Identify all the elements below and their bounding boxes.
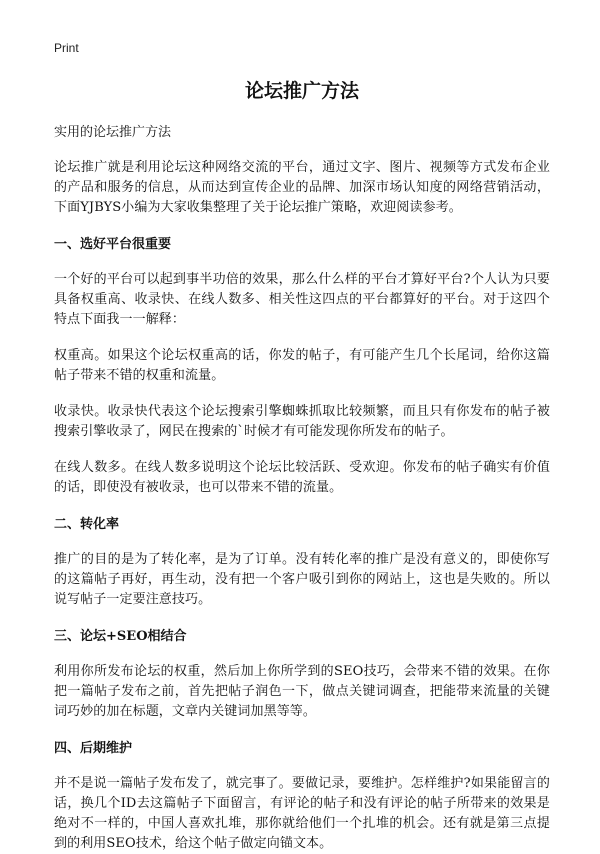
section-paragraph: 收录快。收录快代表这个论坛搜索引擎蜘蛛抓取比较频繁，而且只有你发布的帖子被搜索引擎收录了，网民在搜索的`时候才有可能发现你所发布的帖子。 (54, 404, 550, 439)
section-seo (54, 628, 550, 722)
section-heading: 四、后期维护 (54, 741, 133, 756)
section-paragraph: 一个好的平台可以起到事半功倍的效果，那么什么样的平台才算好平台?个人认为只要具备权重高、收录快、在线人数多、相关性这四点的平台都算好的平台。对于这四个特点下面我一一解释： (54, 272, 550, 327)
intro-paragraph: 论坛推广就是利用论坛这种网络交流的平台，通过文字、图片、视频等方式发布企业的产品和服务的信息，从而达到宣传企业的品牌、加深市场认知度的网络营销活动，下面YJBYS小编为大家收集整理了关于论坛推广策略，欢迎阅读参考。 (54, 160, 550, 215)
section-maintenance (54, 740, 550, 854)
section-heading: 二、转化率 (54, 517, 120, 532)
section-conversion (54, 516, 550, 610)
section-paragraph: 推广的目的是为了转化率，是为了订单。没有转化率的推广是没有意义的，即使你写的这篇帖子再好，再生动，没有把一个客户吸引到你的网站上，这也是失败的。所以说写帖子一定要注意技巧。 (54, 552, 550, 607)
section-paragraph: 在线人数多。在线人数多说明这个论坛比较活跃、受欢迎。你发布的帖子确实有价值的话，即使没有被收录，也可以带来不错的流量。 (54, 460, 550, 495)
section-heading: 三、论坛+SEO相结合 (54, 629, 187, 644)
section-paragraph: 并不是说一篇帖子发布发了，就完事了。要做记录，要维护。怎样维护?如果能留言的话，换几个ID去这篇帖子下面留言，有评论的帖子和没有评论的帖子所带来的效果是绝对不一样的，中国人喜欢扎堆，那你就给他们一个扎堆的机会。还有就是第三点提到的利用SEO技术，给这个帖子做定向锚文本。 (54, 776, 550, 851)
print-link[interactable]: Print (54, 41, 79, 55)
section-heading: 一、选好平台很重要 (54, 237, 172, 252)
article-title: 论坛推广方法 (244, 80, 359, 102)
section-platform (54, 236, 550, 498)
section-paragraph: 利用你所发布论坛的权重，然后加上你所学到的SEO技巧，会带来不错的效果。在你把一篇帖子发布之前，首先把帖子润色一下，做点关键词调查，把能带来流量的关键词巧妙的加在标题，文章内关键词加黑等等。 (54, 664, 550, 719)
article-subtitle: 实用的论坛推广方法 (54, 125, 172, 140)
section-paragraph: 权重高。如果这个论坛权重高的话，你发的帖子，有可能产生几个长尾词，给你这篇帖子带来不错的权重和流量。 (54, 348, 550, 383)
